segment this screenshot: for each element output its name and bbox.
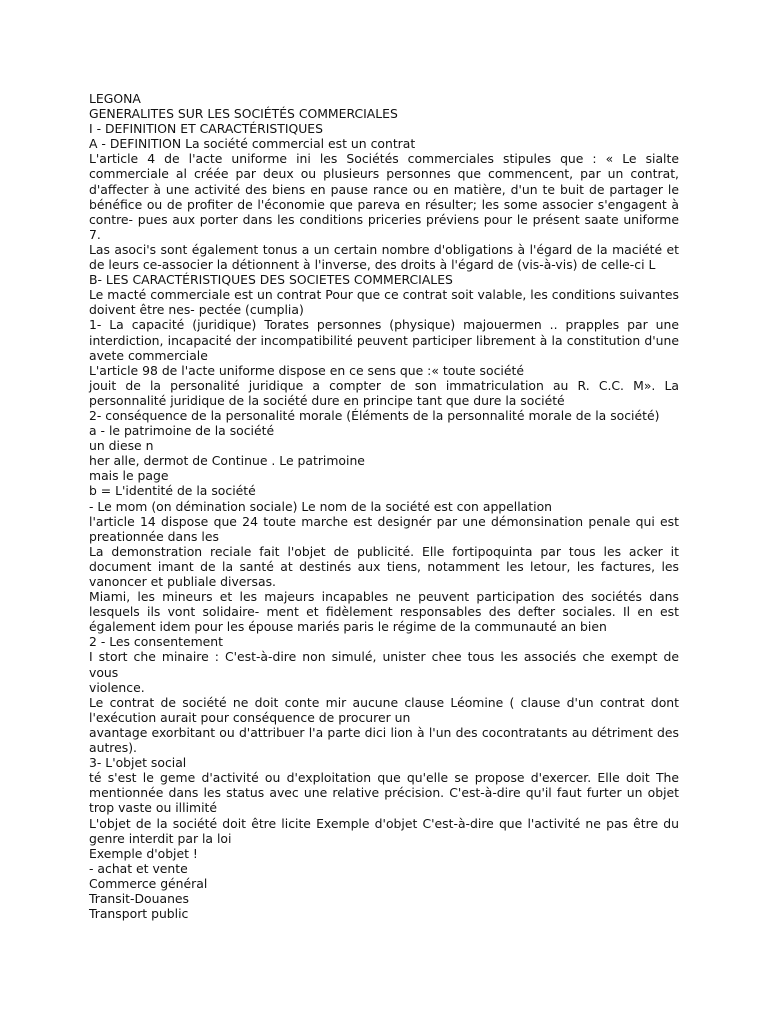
- paragraph: La demonstration reciale fait l'objet de publicité. Elle fortipoquinta par tous les acker it document imant de la santé at destinés aux tiens, notamment les letour, les factures, les vanoncer et publiale diversas.: [89, 543, 679, 589]
- paragraph: avantage exorbitant ou d'attribuer l'a parte dici lion à l'un des cocontratants au détriment des autres).: [89, 724, 679, 756]
- text-line: a - le patrimoine de la société: [89, 423, 275, 439]
- paragraph: 2- conséquence de la personalité morale (Éléments de la personnalité morale de la société): [89, 407, 660, 423]
- document-body: [89, 91, 679, 921]
- paragraph: Miami, les mineurs et les majeurs incapables ne peuvent participation des sociétés dans lesquels ils vont solidaire- ment et fidèlement responsables des defter sociales. Il en est également idem pour les épouse mariés paris le régime de la communauté an bien: [89, 589, 679, 635]
- subsection-heading: A - DEFINITION La société commercial est un contrat: [89, 136, 416, 152]
- paragraph: I stort che minaire : C'est-à-dire non simulé, unister chee tous les associés che exempt de vous: [89, 649, 679, 680]
- text-line: - Le mom (on démination sociale) Le nom de la société est con appellation: [89, 498, 553, 514]
- text-line: mais le page: [89, 468, 169, 484]
- paragraph: Le contrat de société ne doit conte mir aucune clause Léomine ( clause d'un contrat dont l'exécution aurait pour conséquence de procurer un: [89, 694, 679, 725]
- paragraph: L'article 98 de l'acte uniforme dispose en ce sens que :« toute société: [89, 362, 524, 378]
- document-header: LEGONA: [89, 91, 141, 106]
- paragraph: té s'est le geme d'activité ou d'exploitation que qu'elle se propose d'exercer. Elle doit The mentionnée dans les status avec une relative précision. C'est-à-dire qu'il faut furter un objet trop vaste ou illimité: [89, 770, 679, 816]
- paragraph: 1- La capacité (juridique) Torates personnes (physique) majouermen .. prapples par une interdiction, incapacité der incompatibilité peuvent participer librement à la constitution d'une avete commerciale: [89, 317, 679, 363]
- text-line: violence.: [89, 679, 145, 695]
- subsection-heading: B- LES CARACTÉRISTIQUES DES SOCIETES COMMERCIALES: [89, 272, 453, 288]
- subsection-heading: 2 - Les consentement: [89, 634, 223, 650]
- text-line: b = L'identité de la société: [89, 483, 256, 499]
- paragraph: l'article 14 dispose que 24 toute marche est designér par une démonsination penale qui est preationnée dans les: [89, 513, 679, 544]
- paragraph: jouit de la personalité juridique a compter de son immatriculation au R. C.C. M». La personnalité juridique de la société dure en principe tant que dure la société: [89, 377, 679, 408]
- list-item: Commerce général: [89, 875, 208, 891]
- subsection-heading: 3- L'objet social: [89, 755, 187, 771]
- text-line: Exemple d'objet !: [89, 845, 198, 861]
- section-heading: I - DEFINITION ET CARACTÉRISTIQUES: [89, 121, 324, 137]
- list-item: - achat et vente: [89, 860, 188, 876]
- text-line: her alle, dermot de Continue . Le patrimoine: [89, 453, 365, 469]
- list-item: Transit-Douanes: [89, 890, 190, 906]
- text-line: un diese n: [89, 438, 154, 454]
- paragraph: Le macté commerciale est un contrat Pour que ce contrat soit valable, les conditions suivantes doivent être nes- pectée (cumplia): [89, 287, 679, 318]
- list-item: Transport public: [89, 906, 189, 922]
- paragraph: L'objet de la société doit être licite Exemple d'objet C'est-à-dire que l'activité ne pas être du genre interdit par la loi: [89, 815, 679, 846]
- paragraph: L'article 4 de l'acte uniforme ini les Sociétés commerciales stipules que : « Le sialte commerciale al créée par deux ou plusieurs personnes que commencent, par un contrat, d'affecter à une activité des biens en pause rance ou en matière, d'un te buit de partager le bénéfice ou de profiter de l'économie que pareva en résulter; les some associer s'engagent à contre- pues aux porter dans les conditions priceries préviens pour le présent saate uniforme 7.: [89, 151, 679, 242]
- paragraph: Las asoci's sont également tonus a un certain nombre d'obligations à l'égard de la maciété et de leurs ce-associer la détionnent à l'inverse, des droits à l'égard de (vis-à-vis) de celle-ci L: [89, 241, 679, 273]
- document-title: GENERALITES SUR LES SOCIÉTÉS COMMERCIALES: [89, 106, 398, 122]
